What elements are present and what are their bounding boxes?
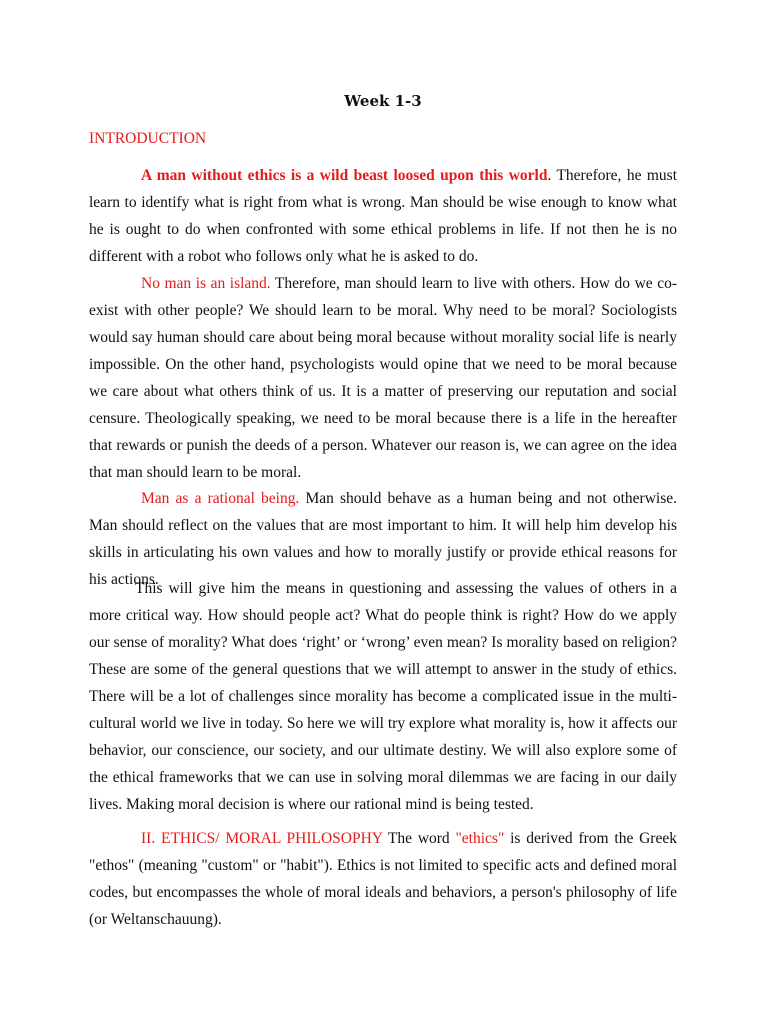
- paragraph-lead-quote: A man without ethics is a wild beast loosed upon this world: [141, 167, 548, 184]
- paragraph-no-man-island: [89, 270, 677, 486]
- page-title: Week 1-3: [344, 92, 422, 110]
- paragraph-wild-beast: [89, 162, 677, 270]
- paragraph-lead-phrase: No man is an island.: [141, 275, 271, 292]
- paragraph-body: Man should behave as a human being and not otherwise. Man should reflect on the values that are most important to him. It will help him develop his skills in articulating his own values and how to morally justify or provide ethical reasons for his actions.: [89, 490, 677, 588]
- section-heading-ethics: II. ETHICS/ MORAL PHILOSOPHY: [141, 830, 383, 847]
- paragraph-body: Therefore, man should learn to live with others. How do we co-exist with other people? We should learn to be moral. Why need to be moral? Sociologists would say human should care about being moral because without morality social life is nearly impossible. On the other hand, psychologists would opine that we need to be moral because we care about what others think of us. It is a matter of preserving our reputation and social censure. Theologically speaking, we need to be moral because there is a life in the hereafter that rewards or punish the deeds of a person. Whatever our reason is, we can agree on the idea that man should learn to be moral.: [89, 275, 677, 481]
- term-ethics: "ethics": [455, 830, 505, 847]
- paragraph-ethics-moral-philosophy: [89, 825, 677, 933]
- paragraph-lead-phrase: Man as a rational being.: [141, 490, 300, 507]
- paragraph-questioning-values: This will give him the means in questioning and assessing the values of others in a more critical way. How should people act? What do people think is right? How do we apply our sense of morality? What does ‘right’ or ‘wrong’ even mean? Is morality based on religion? These are some of the general questions that we will attempt to answer in the study of ethics. There will be a lot of challenges since morality has become a complicated issue in the multi-cultural world we live in today. So here we will try explore what morality is, how it affects our behavior, our conscience, our society, and our ultimate destiny. We will also explore some of the ethical frameworks that we can use in solving moral dilemmas we are facing in our daily lives. Making moral decision is where our rational mind is being tested.: [89, 580, 677, 813]
- paragraph-body: . Therefore, he must learn to identify what is right from what is wrong. Man should be wise enough to know what he is ought to do when confronted with some ethical problems in life. If not then he is no different with a robot who follows only what he is asked to do.: [89, 167, 677, 265]
- paragraph-body: is derived from the Greek "ethos" (meaning "custom" or "habit"). Ethics is not limited to specific acts and defined moral codes, but encompasses the whole of moral ideals and behaviors, a person's philosophy of life (or Weltanschauung).: [89, 830, 677, 928]
- section-heading-introduction: INTRODUCTION: [89, 130, 207, 147]
- paragraph-body: The word: [382, 830, 456, 847]
